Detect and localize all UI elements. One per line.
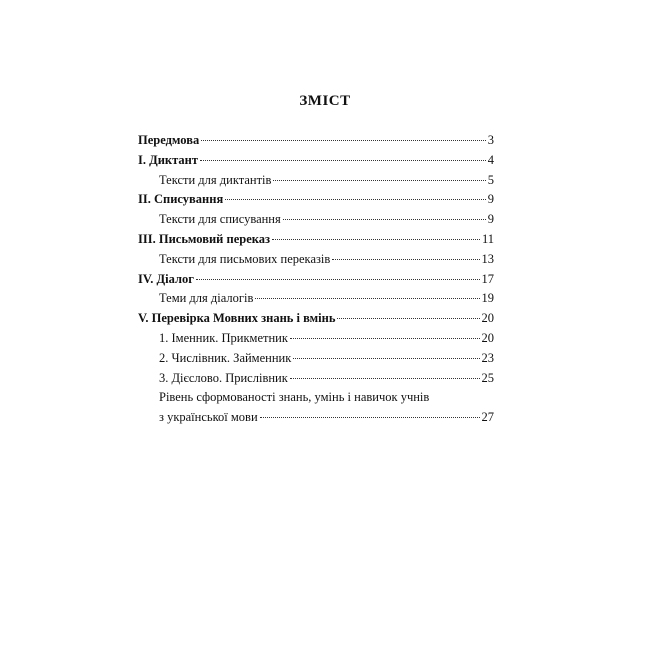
dot-leader xyxy=(196,279,480,280)
toc-entry-skills-level[interactable] xyxy=(138,388,494,408)
toc-entry-label: Рівень сформованості знань, умінь і навичок учнів xyxy=(159,390,430,405)
toc-entry-label: з української мови xyxy=(159,410,258,425)
toc-entry-label: Тексти для диктантів xyxy=(159,172,272,187)
toc-page-number: 17 xyxy=(481,271,494,286)
toc-entry-dialogue[interactable] xyxy=(138,270,494,290)
dot-leader xyxy=(290,338,480,339)
toc-entry-verb-adverb[interactable] xyxy=(138,369,494,389)
toc-entry-label: 1. Іменник. Прикметник xyxy=(159,330,288,345)
dot-leader xyxy=(201,140,486,141)
toc-entry-numeral-pronoun[interactable] xyxy=(138,349,494,369)
toc-page-number: 5 xyxy=(487,172,494,187)
toc-entry-retelling-texts[interactable] xyxy=(138,250,494,270)
toc-entry-label: І. Диктант xyxy=(138,152,199,167)
dot-leader xyxy=(255,298,479,299)
toc-page-number: 9 xyxy=(487,192,494,207)
toc-page-number: 19 xyxy=(481,291,494,306)
toc-page-number: 20 xyxy=(481,330,494,345)
toc-page-number: 3 xyxy=(487,133,494,147)
toc-entry-dialogue-topics[interactable] xyxy=(138,289,494,309)
toc-entry-skills-level-cont[interactable] xyxy=(138,408,494,428)
dot-leader xyxy=(337,318,479,319)
toc-page-number: 11 xyxy=(481,231,494,246)
toc-entry-label: Передмова xyxy=(138,133,200,147)
toc-entry-label: Тексти для письмових переказів xyxy=(159,251,331,266)
toc-entry-label: ІІІ. Письмовий переказ xyxy=(138,231,271,246)
dot-leader xyxy=(225,199,486,200)
dot-leader xyxy=(272,239,480,240)
toc-entry-label: 3. Дієслово. Прислівник xyxy=(159,370,288,385)
toc-entry-dictation-texts[interactable] xyxy=(138,171,494,191)
toc-entry-copying-texts[interactable] xyxy=(138,210,494,230)
toc-page-number: 27 xyxy=(481,410,494,425)
dot-leader xyxy=(332,259,479,260)
toc-page-number: 20 xyxy=(481,311,494,326)
toc-page-number: 4 xyxy=(487,152,494,167)
toc-entry-label: ІІ. Списування xyxy=(138,192,224,207)
toc-page-number: 23 xyxy=(481,350,494,365)
page-title: ЗМІСТ xyxy=(299,93,351,109)
dot-leader xyxy=(293,358,479,359)
toc-page-number: 9 xyxy=(487,212,494,227)
toc-entry-retelling[interactable] xyxy=(138,230,494,250)
toc-page-number: 25 xyxy=(481,370,494,385)
toc-entry-copying[interactable] xyxy=(138,190,494,210)
dot-leader xyxy=(283,219,486,220)
toc-entry-label: IV. Діалог xyxy=(138,271,194,286)
toc-page-number: 13 xyxy=(481,251,494,266)
toc-entry-label: Тексти для списування xyxy=(159,212,281,227)
toc-entry-language-check[interactable] xyxy=(138,309,494,329)
table-of-contents xyxy=(138,131,494,428)
toc-entry-foreword[interactable] xyxy=(138,131,494,151)
toc-entry-label: V. Перевірка Мовних знань і вмінь xyxy=(138,311,336,326)
toc-entry-noun-adjective[interactable] xyxy=(138,329,494,349)
toc-entry-dictation[interactable] xyxy=(138,151,494,171)
dot-leader xyxy=(200,160,486,161)
toc-entry-label: 2. Числівник. Займенник xyxy=(159,350,292,365)
dot-leader xyxy=(290,378,480,379)
dot-leader xyxy=(260,417,480,418)
toc-entry-label: Теми для діалогів xyxy=(159,291,254,306)
dot-leader xyxy=(273,180,485,181)
